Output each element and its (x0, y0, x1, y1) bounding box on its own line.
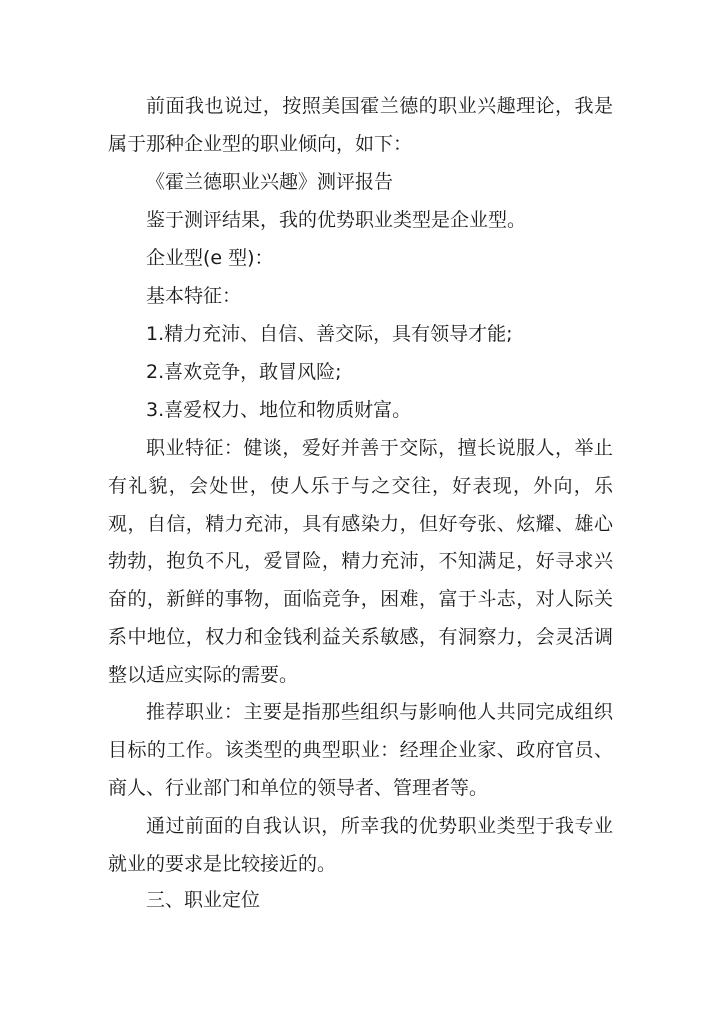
paragraph-text: 1.精力充沛、自信、善交际，具有领导才能; (146, 323, 513, 345)
paragraph-text: 基本特征： (146, 285, 242, 307)
paragraph-text: 企业型(e 型)： (146, 247, 274, 269)
section-heading-career-positioning (146, 882, 260, 920)
result-line (146, 202, 526, 240)
paragraph-text: 前面我也说过，按照美国霍兰德的职业兴趣理论，我是属于那种企业型的职业倾向，如下： (108, 95, 613, 155)
paragraph-recommended-careers (108, 694, 613, 807)
type-label-line (146, 240, 274, 278)
paragraph-text: 《霍兰德职业兴趣》测评报告 (146, 171, 394, 193)
paragraph-text: 职业特征：健谈，爱好并善于交际，擅长说服人，举止有礼貌，会处世，使人乐于与之交往，好表现，外向，乐观，自信，精力充沛，具有感染力，但好夸张、炫耀、雄心勃勃，抱负不凡，爱冒险，精力充沛，不知满足，好寻求兴奋的，新鲜的事物，面临竞争，困难，富于斗志，对人际关系中地位，权力和金钱利益关系敏感，有洞察力，会灵活调整以适应实际的需要。 (108, 437, 613, 686)
paragraph-text: 鉴于测评结果，我的优势职业类型是企业型。 (146, 209, 527, 231)
paragraph-career-traits (108, 430, 613, 695)
trait-item-2 (146, 354, 342, 392)
paragraph-holland-intro (108, 88, 613, 164)
paragraph-text: 三、职业定位 (146, 889, 261, 911)
paragraph-text: 通过前面的自我认识，所幸我的优势职业类型于我专业就业的要求是比较接近的。 (108, 815, 613, 875)
trait-item-1 (146, 316, 513, 354)
basic-traits-heading (146, 278, 241, 316)
report-title-line (146, 164, 393, 202)
paragraph-self-awareness (108, 808, 613, 884)
trait-item-3 (146, 392, 411, 430)
paragraph-text: 3.喜爱权力、地位和物质财富。 (146, 399, 412, 421)
paragraph-text: 推荐职业：主要是指那些组织与影响他人共同完成组织目标的工作。该类型的典型职业：经理企业家、政府官员、商人、行业部门和单位的领导者、管理者等。 (108, 701, 613, 799)
paragraph-text: 2.喜欢竞争，敢冒风险; (146, 361, 342, 383)
